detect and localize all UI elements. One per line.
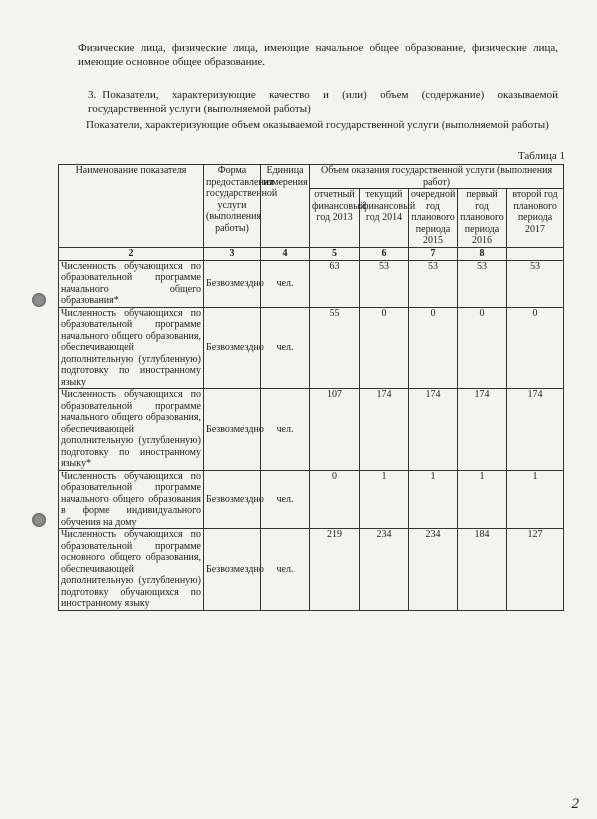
table-row (59, 470, 564, 529)
value-cell: 174 (409, 389, 458, 471)
header-unit: Единица измерения (261, 165, 310, 248)
index-cell: 5 (310, 247, 360, 260)
section-heading (88, 88, 558, 116)
value-cell: 234 (360, 529, 409, 611)
index-cell: 6 (360, 247, 409, 260)
value-cell: 1 (409, 470, 458, 529)
value-cell: 174 (458, 389, 507, 471)
provision-form: Безвозмездно (204, 529, 261, 611)
page-number: 2 (571, 796, 579, 812)
provision-form: Безвозмездно (204, 389, 261, 471)
value-cell: 53 (360, 260, 409, 307)
index-cell: 3 (204, 247, 261, 260)
header-year: текущий финансовый год 2014 (360, 189, 409, 248)
indicator-name: Численность обучающихся по образовательной программе начального общего образования, обеспечивающей дополнительную (углубленную) подготовку по иностранному языку (59, 307, 204, 389)
header-year: отчетный финансовый год 2013 (310, 189, 360, 248)
provision-form: Безвозмездно (204, 260, 261, 307)
value-cell: 184 (458, 529, 507, 611)
section-text: Показатели, характеризующие качество и (или) объем (содержание) оказываемой государственной услуги (выполняемой работы) (88, 89, 558, 115)
table-row (59, 260, 564, 307)
indicator-name: Численность обучающихся по образовательной программе начального общего образования в форме индивидуального обучения на дому (59, 470, 204, 529)
value-cell: 53 (409, 260, 458, 307)
value-cell: 0 (360, 307, 409, 389)
unit-cell: чел. (261, 307, 310, 389)
value-cell: 53 (507, 260, 564, 307)
value-cell: 234 (409, 529, 458, 611)
header-name: Наименование показателя (59, 165, 204, 248)
subheading: Показатели, характеризующие объем оказываемой государственной услуги (выполняемой работы) (86, 119, 549, 131)
header-year: первый год планового периода 2016 (458, 189, 507, 248)
value-cell: 174 (360, 389, 409, 471)
table-row (59, 389, 564, 471)
table-row (59, 307, 564, 389)
unit-cell: чел. (261, 529, 310, 611)
value-cell: 107 (310, 389, 360, 471)
provision-form: Безвозмездно (204, 307, 261, 389)
index-cell (507, 247, 564, 260)
value-cell: 63 (310, 260, 360, 307)
index-cell: 4 (261, 247, 310, 260)
value-cell: 55 (310, 307, 360, 389)
value-cell: 127 (507, 529, 564, 611)
value-cell: 219 (310, 529, 360, 611)
header-row (59, 165, 564, 189)
value-cell: 53 (458, 260, 507, 307)
section-number: 3. (88, 89, 97, 101)
unit-cell: чел. (261, 470, 310, 529)
header-year: второй год планового периода 2017 (507, 189, 564, 248)
intro-paragraph: Физические лица, физические лица, имеющие начальное общее образование, физические лица, имеющие основное общее образование. (78, 42, 558, 68)
unit-cell: чел. (261, 389, 310, 471)
index-cell: 2 (59, 247, 204, 260)
punch-hole-icon (32, 293, 46, 307)
volume-table (58, 164, 564, 611)
index-row (59, 247, 564, 260)
header-form: Форма предоставления государственной услуги (выполнения работы) (204, 165, 261, 248)
value-cell: 0 (310, 470, 360, 529)
value-cell: 1 (507, 470, 564, 529)
value-cell: 0 (507, 307, 564, 389)
provision-form: Безвозмездно (204, 470, 261, 529)
punch-hole-icon (32, 513, 46, 527)
value-cell: 0 (458, 307, 507, 389)
value-cell: 1 (360, 470, 409, 529)
header-year: очередной год планового периода 2015 (409, 189, 458, 248)
unit-cell: чел. (261, 260, 310, 307)
table-label: Таблица 1 (517, 150, 565, 162)
indicator-name: Численность обучающихся по образовательной программе основного общего образования, обеспечивающей дополнительную (углубленную) подготовку обучающихся по иностранному языку (59, 529, 204, 611)
header-volume: Объем оказания государственной услуги (выполнения работ) (310, 165, 564, 189)
indicator-name: Численность обучающихся по образовательной программе начального общего образования, обеспечивающей дополнительную (углубленную) подготовку по иностранному языку* (59, 389, 204, 471)
value-cell: 174 (507, 389, 564, 471)
table-row (59, 529, 564, 611)
value-cell: 0 (409, 307, 458, 389)
indicator-name: Численность обучающихся по образовательной программе начального общего образования* (59, 260, 204, 307)
index-cell: 8 (458, 247, 507, 260)
index-cell: 7 (409, 247, 458, 260)
value-cell: 1 (458, 470, 507, 529)
